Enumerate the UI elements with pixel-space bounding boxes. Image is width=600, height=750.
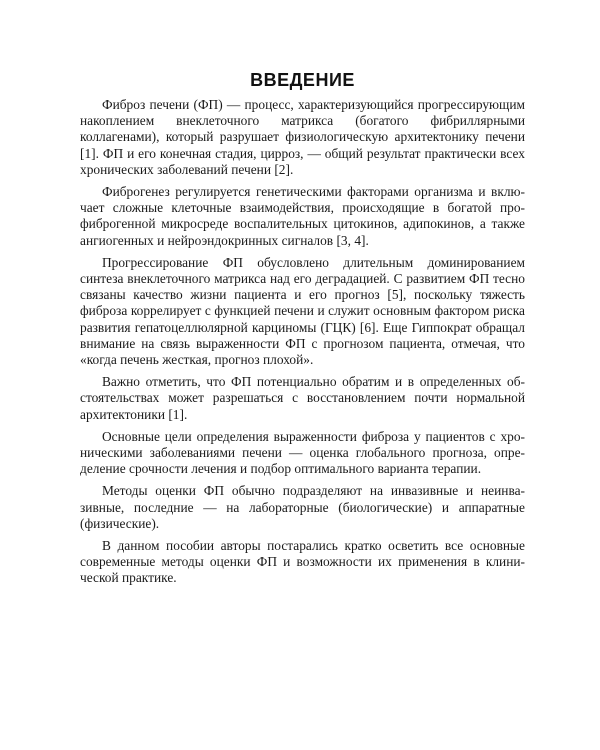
- paragraph-4: Важно отметить, что ФП потенциально обратим и в определенных обстоятельствах может разрешаться с восстановлением почти нормальной архитектоники [1].: [80, 374, 525, 422]
- paragraph-2: Фиброгенез регулируется генетическими факторами организма и включает сложные клеточные взаимодействия, происходящие в богатой профиброгенной микросреде воспалительных цитокинов, адипокинов, а также ангиогенных и нейроэндокринных сигналов [3, 4].: [80, 184, 525, 248]
- paragraph-6: Методы оценки ФП обычно подразделяют на инвазивные и неинвазивные, последние — на лабораторные (биологические) и аппаратные (физические).: [80, 483, 525, 531]
- paragraph-5: Основные цели определения выраженности фиброза у пациентов с хроническими заболеваниями печени — оценка глобального прогноза, определение срочности лечения и подбор оптимального варианта терапии.: [80, 428, 525, 477]
- document-page: [80, 0, 525, 750]
- page-title: ВВЕДЕНИЕ: [250, 70, 355, 90]
- body-text: [80, 97, 525, 593]
- paragraph-7: В данном пособии авторы постарались кратко осветить все основные современные методы оценки ФП и возможности их применения в клинической практике.: [80, 538, 525, 586]
- paragraph-3: Прогрессирование ФП обусловлено длительным доминированием синтеза внеклеточного матрикса над его деградацией. С развитием ФП тесно связаны качество жизни пациента и его прогноз [5], поскольку тяжесть фиброза коррелирует с функцией печени и служит основным фактором риска развития гепатоцеллюлярной карциномы (ГЦК) [6]. Еще Гиппократ обращал внимание на связь выраженности ФП с прогнозом пациента, отмечая, что «когда печень жесткая, прогноз плохой».: [80, 254, 525, 368]
- paragraph-1: Фиброз печени (ФП) — процесс, характеризующийся прогрессирующим накоплением внеклеточного матрикса (богатого фибриллярными коллагенами), который разрушает физиологическую архитектонику печени [1]. ФП и его конечная стадия, цирроз, — общий результат практически всех хронических заболеваний печени [2].: [80, 97, 525, 177]
